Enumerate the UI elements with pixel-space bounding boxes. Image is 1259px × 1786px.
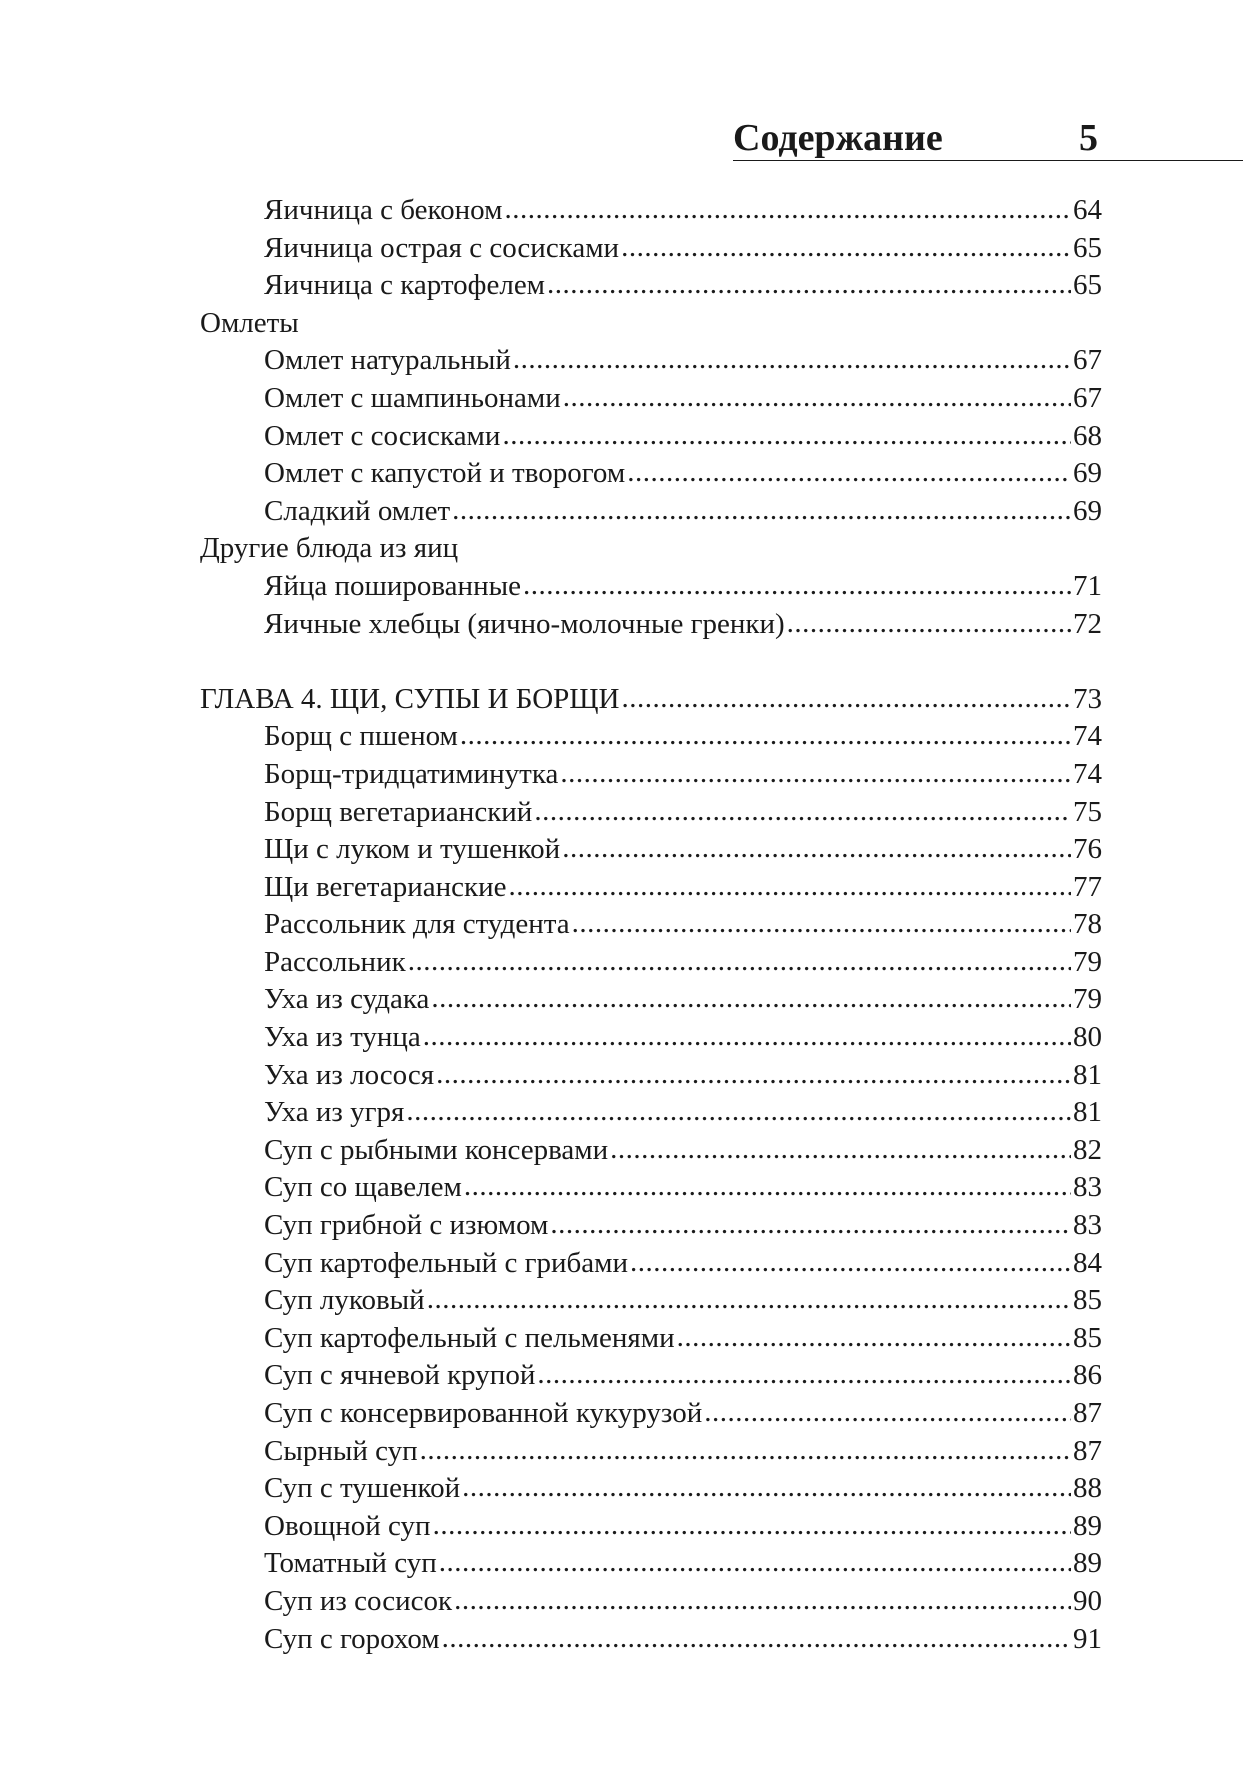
dot-leader [462,1469,1071,1507]
dot-leader [460,717,1071,755]
toc-entry-title: Борщ-тридцатиминутка [264,757,559,790]
toc-page-number: 67 [1073,381,1102,414]
dot-leader [560,755,1071,793]
toc-entry-title: Щи с луком и тушенкой [264,833,561,866]
header-page-number: 5 [1079,117,1098,159]
toc-entry-title: Омлеты [200,306,299,339]
toc-entry-title: Суп со щавелем [264,1171,462,1204]
toc-entry-title: Яичница с картофелем [264,269,546,302]
toc-entry-title: Рассольник [264,945,406,978]
toc-page-number: 81 [1073,1058,1102,1091]
toc-entry [200,869,1102,907]
toc-entry [200,718,1102,756]
dot-leader [408,943,1071,981]
toc-entry [200,1019,1102,1057]
toc-entry [200,1207,1102,1245]
toc-page-number: 89 [1073,1509,1102,1542]
dot-leader [406,1093,1071,1131]
toc-entry-title: Суп грибной с изюмом [264,1209,549,1242]
dot-leader [504,191,1071,229]
dot-leader [563,379,1071,417]
toc-page-number: 79 [1073,945,1102,978]
toc-entry [200,493,1102,531]
dot-leader [630,1244,1071,1282]
dot-leader [454,1582,1071,1620]
toc-entry [200,1094,1102,1132]
dot-leader [452,492,1071,530]
toc-spacer [200,643,1102,681]
dot-leader [523,567,1071,605]
toc-entry [200,1433,1102,1471]
toc-entry [200,1545,1102,1583]
toc-entry [200,1132,1102,1170]
toc-page-number: 73 [1073,682,1102,715]
toc-entry-title: Суп картофельный с грибами [264,1246,628,1279]
toc-page-number: 76 [1073,833,1102,866]
toc-page-number: 80 [1073,1021,1102,1054]
dot-leader [423,1018,1071,1056]
toc-entry [200,831,1102,869]
toc-page-number: 74 [1073,757,1102,790]
toc-entry-title: Томатный суп [264,1547,437,1580]
toc-entry [200,756,1102,794]
toc-page-number: 84 [1073,1246,1102,1279]
toc-page-number: 72 [1073,607,1102,640]
toc-page-number: 65 [1073,269,1102,302]
toc-entry [200,981,1102,1019]
dot-leader [677,1319,1071,1357]
toc-page-number: 77 [1073,870,1102,903]
dot-leader [562,830,1071,868]
toc-entry-title: Суп с тушенкой [264,1472,461,1505]
toc-entry [200,1583,1102,1621]
toc-page-number: 69 [1073,457,1102,490]
toc-entry [200,230,1102,268]
toc-entry-title: Овощной суп [264,1509,431,1542]
toc-entry-title: Омлет натуральный [264,344,511,377]
toc-entry [200,1245,1102,1283]
dot-leader [787,605,1071,643]
dot-leader [436,1056,1071,1094]
toc-entry-title: Уха из тунца [264,1021,421,1054]
toc-section-heading [200,305,1102,343]
toc-entry-title: Сырный суп [264,1434,418,1467]
toc-entry [200,455,1102,493]
toc-entry-title: Щи вегетарианские [264,870,507,903]
toc-page-number: 90 [1073,1584,1102,1617]
toc-entry [200,418,1102,456]
toc-entry-title: Суп картофельный с пельменями [264,1321,675,1354]
toc-entry [200,192,1102,230]
toc-entry-title: Омлет с шампиньонами [264,381,561,414]
toc-page-number: 65 [1073,231,1102,264]
toc-page-number: 83 [1073,1171,1102,1204]
dot-leader [513,341,1071,379]
toc-entry [200,1395,1102,1433]
toc-page-number: 86 [1073,1359,1102,1392]
toc-entry-title: Яичница с беконом [264,194,503,226]
toc-page-number: 69 [1073,494,1102,527]
toc-entry-title: Уха из судака [264,983,430,1016]
toc-entry [200,1169,1102,1207]
toc-entry-title: Яйца пошированные [264,569,521,602]
running-header [733,112,1243,161]
toc-entry [200,944,1102,982]
toc-entry-title: Борщ вегетарианский [264,795,533,828]
dot-leader [502,417,1071,455]
toc-entry-title: Яичные хлебцы (яично-молочные гренки) [264,607,785,640]
toc-page-number: 82 [1073,1133,1102,1166]
dot-leader [547,266,1071,304]
toc-entry [200,906,1102,944]
toc-page-number: 71 [1073,569,1102,602]
toc-entry-title: Уха из угря [264,1096,405,1129]
toc-entry-title: ГЛАВА 4. ЩИ, СУПЫ И БОРЩИ [200,682,620,715]
dot-leader [534,793,1071,831]
toc-entry [200,1357,1102,1395]
toc-page-number: 87 [1073,1397,1102,1429]
dot-leader [427,1281,1071,1319]
dot-leader [550,1206,1071,1244]
dot-leader [431,980,1071,1018]
toc-entry [200,1320,1102,1358]
toc-entry-title: Омлет с сосисками [264,419,501,452]
toc-entry [200,1057,1102,1095]
toc-section-heading [200,530,1102,568]
toc-entry [200,267,1102,305]
toc-page-number: 89 [1073,1547,1102,1580]
toc-entry [200,568,1102,606]
dot-leader [420,1432,1071,1470]
toc-entry-title: Рассольник для студента [264,908,570,941]
toc-page-number: 75 [1073,795,1102,828]
dot-leader [627,454,1071,492]
toc-entry-title: Суп с горохом [264,1622,440,1655]
toc-page-number: 87 [1073,1434,1102,1467]
toc-entry [200,1470,1102,1508]
toc-page-number: 64 [1073,194,1102,226]
dot-leader [622,680,1072,718]
dot-leader [537,1356,1071,1394]
toc-entry [200,606,1102,644]
dot-leader [610,1131,1071,1169]
dot-leader [704,1394,1071,1432]
toc-entry-title: Уха из лосося [264,1058,435,1091]
toc-page-number: 79 [1073,983,1102,1016]
dot-leader [439,1544,1071,1582]
toc-entry [200,1621,1102,1659]
toc-entry [200,342,1102,380]
toc-entry-title: Омлет с капустой и творогом [264,457,626,490]
toc-entry-title: Другие блюда из яиц [200,532,459,565]
toc-page-number: 68 [1073,419,1102,452]
dot-leader [464,1168,1071,1206]
dot-leader [621,229,1071,267]
toc-entry-title: Яичница острая с сосисками [264,231,620,264]
toc-entry-title: Суп с рыбными консервами [264,1133,609,1166]
dot-leader [572,905,1071,943]
toc-entry-title: Суп луковый [264,1284,425,1317]
toc-entry-title: Сладкий омлет [264,494,451,527]
dot-leader [508,868,1071,906]
toc-entry [200,794,1102,832]
table-of-contents [200,192,1102,1658]
toc-page-number: 83 [1073,1209,1102,1242]
toc-entry [200,1282,1102,1320]
toc-page-number: 85 [1073,1284,1102,1317]
dot-leader [442,1620,1071,1658]
toc-page-number: 81 [1073,1096,1102,1129]
toc-entry-title: Суп с ячневой крупой [264,1359,536,1392]
toc-entry-title: Суп из сосисок [264,1584,453,1617]
toc-page-number: 74 [1073,720,1102,753]
toc-page-number: 67 [1073,344,1102,377]
toc-chapter [200,681,1102,719]
toc-entry-title: Суп с консервированной кукурузой [264,1397,703,1429]
toc-entry [200,380,1102,418]
toc-entry [200,1508,1102,1546]
toc-page-number: 88 [1073,1472,1102,1505]
toc-page-number: 91 [1073,1622,1102,1655]
toc-page-number: 85 [1073,1321,1102,1354]
header-title: Содержание [733,117,943,159]
toc-page-number: 78 [1073,908,1102,941]
toc-entry-title: Борщ с пшеном [264,720,458,753]
dot-leader [433,1507,1071,1545]
